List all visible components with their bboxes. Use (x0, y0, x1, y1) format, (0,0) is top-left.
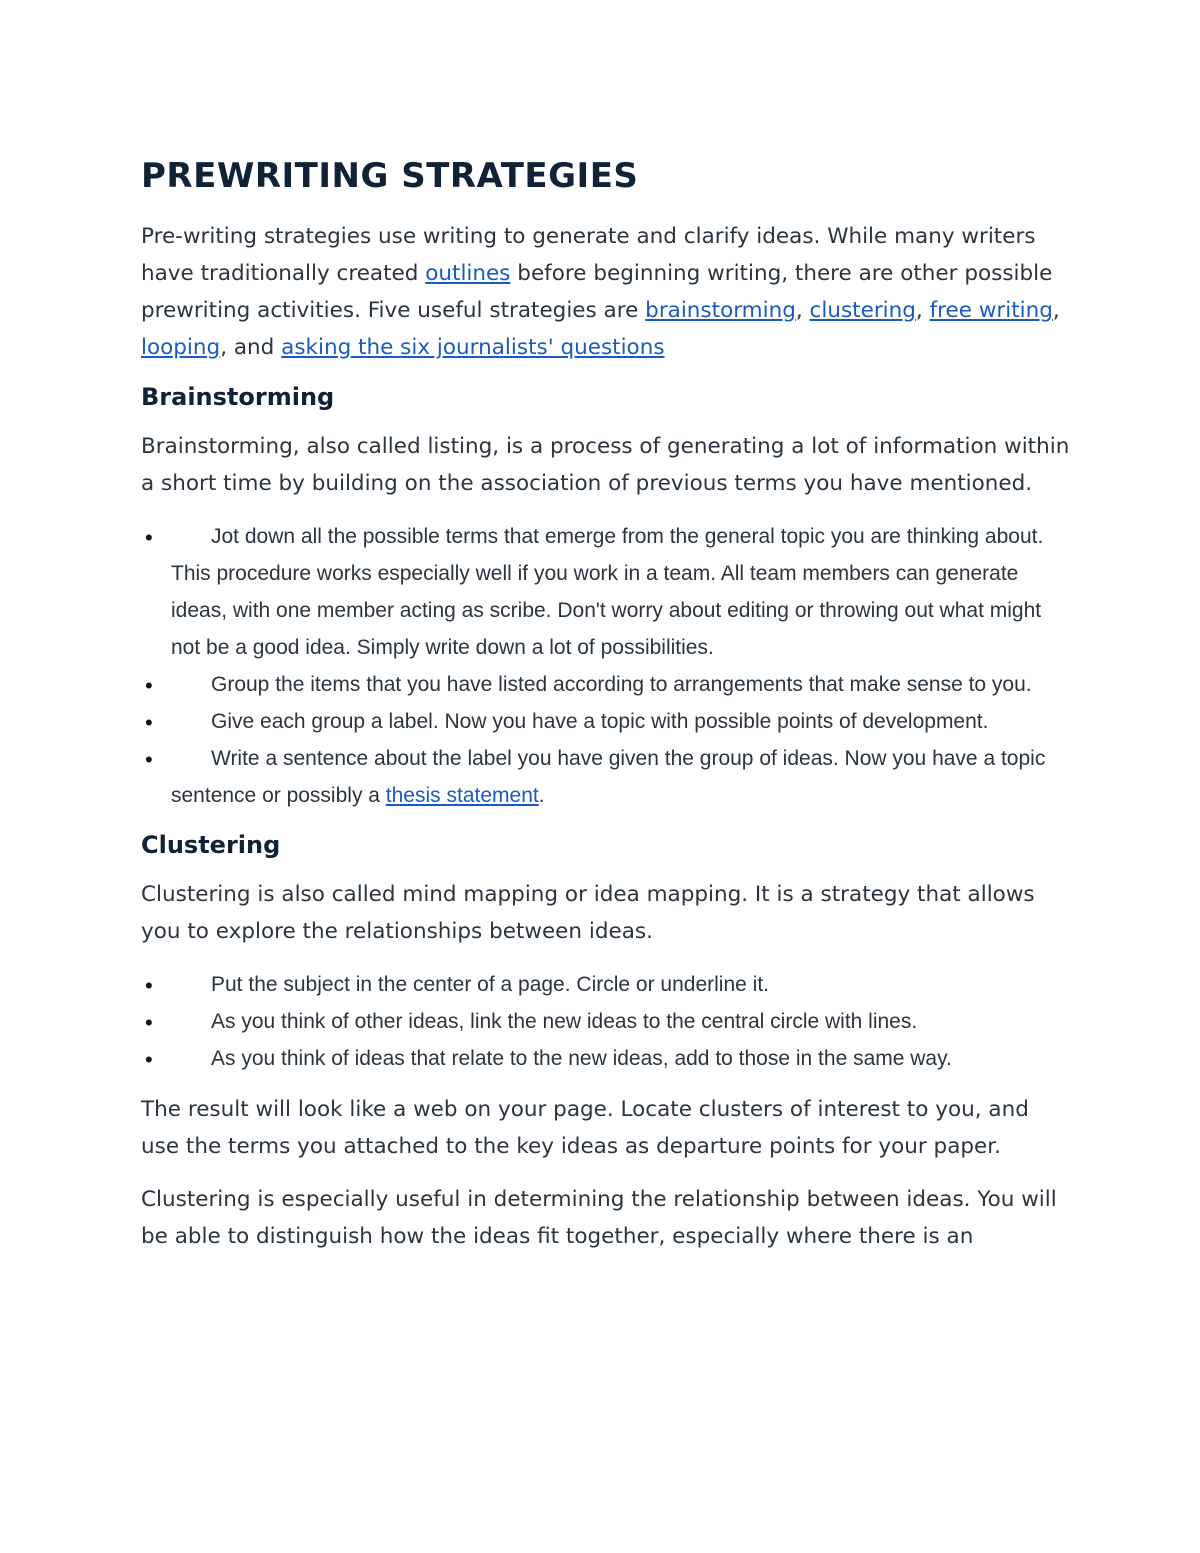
brainstorming-link[interactable]: brainstorming (645, 298, 796, 323)
list-item-text: Write a sentence about the label you have given the group of ideas. Now you have a topic sentence or possibly a (171, 747, 1046, 807)
bullet-icon: • (145, 525, 153, 550)
intro-sep-2: , (915, 298, 930, 323)
intro-paragraph (141, 218, 1070, 366)
list-item (141, 1003, 1070, 1040)
list-item (141, 703, 1070, 740)
clustering-paragraph: Clustering is also called mind mapping or idea mapping. It is a strategy that allows you to explore the relationships between ideas. (141, 882, 1035, 944)
outlines-link[interactable]: outlines (425, 261, 511, 286)
brainstorming-list (141, 518, 1070, 814)
list-item-text: Group the items that you have listed according to arrangements that make sense to you. (211, 673, 1032, 696)
list-item (141, 740, 1070, 814)
clustering-link[interactable]: clustering (809, 298, 916, 323)
clustering-heading: Clustering (141, 831, 281, 859)
bullet-icon: • (145, 973, 153, 998)
page-title: PREWRITING STRATEGIES (141, 156, 639, 196)
list-item-text: As you think of ideas that relate to the new ideas, add to those in the same way. (211, 1047, 952, 1070)
intro-text-2: before beginning writing, there are other possible prewriting activities. Five useful strategies are (141, 261, 1053, 323)
list-item (141, 518, 1070, 666)
free-writing-link[interactable]: free writing (929, 298, 1053, 323)
list-item-text: Put the subject in the center of a page. Circle or underline it. (211, 973, 769, 996)
list-item (141, 966, 1070, 1003)
thesis-statement-link[interactable]: thesis statement (385, 784, 539, 807)
list-item (141, 1040, 1070, 1077)
clustering-list (141, 966, 1070, 1077)
intro-sep-4: , and (220, 335, 282, 360)
bullet-icon: • (145, 747, 153, 772)
list-item-text: Jot down all the possible terms that emerge from the general topic you are thinking about. This procedure works especially well if you work in a team. All team members can generate ideas, with one member acting as scribe. Don't worry about editing or throwing out what might not be a good idea. Simply write down a lot of possibilities. (171, 525, 1044, 659)
intro-sep-3: , (1052, 298, 1060, 323)
bullet-icon: • (145, 710, 153, 735)
list-item (141, 666, 1070, 703)
bullet-icon: • (145, 1047, 153, 1072)
bullet-icon: • (145, 1010, 153, 1035)
brainstorming-heading: Brainstorming (141, 383, 335, 411)
list-item-end: . (538, 784, 545, 807)
intro-sep-1: , (795, 298, 810, 323)
looping-link[interactable]: looping (141, 335, 221, 360)
clustering-useful-paragraph: Clustering is especially useful in determining the relationship between ideas. You will be able to distinguish how the ideas fit together, especially where there is an (141, 1187, 1057, 1249)
brainstorming-paragraph: Brainstorming, also called listing, is a process of generating a lot of information within a short time by building on the association of previous terms you have mentioned. (141, 434, 1070, 496)
bullet-icon: • (145, 673, 153, 698)
clustering-result-paragraph: The result will look like a web on your page. Locate clusters of interest to you, and use the terms you attached to the key ideas as departure points for your paper. (141, 1097, 1029, 1159)
list-item-text: As you think of other ideas, link the new ideas to the central circle with lines. (211, 1010, 918, 1033)
intro-text-1: Pre-writing strategies use writing to generate and clarify ideas. While many writers have traditionally created (141, 224, 1036, 286)
six-questions-link[interactable]: asking the six journalists' questions (281, 335, 665, 360)
list-item-text: Give each group a label. Now you have a topic with possible points of development. (211, 710, 989, 733)
